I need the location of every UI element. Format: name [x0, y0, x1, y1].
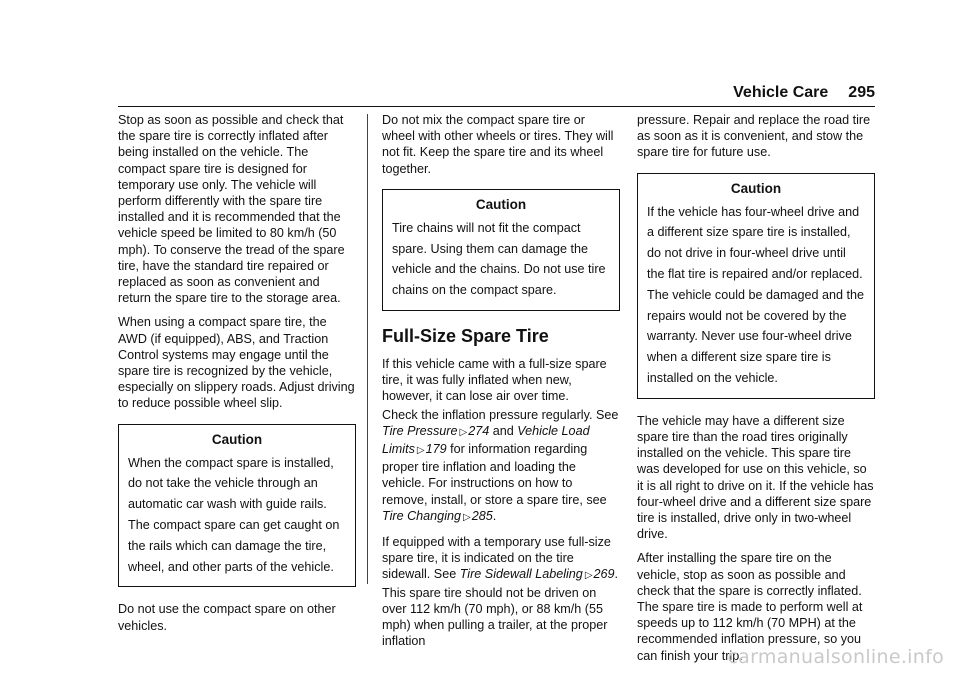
paragraph — [382, 534, 620, 649]
page-reference-arrow-icon: ▷ — [584, 570, 593, 582]
page-header — [680, 84, 875, 102]
paragraph: After installing the spare tire on the vehicle, stop as soon as possible and check that the spare is correctly inflated. The spare tire is made to perform well at speeds up to 112 km/h (70 MPH) at the recommended inflation pressure, so you can finish your trip. — [637, 551, 863, 663]
ref-page: 179 — [425, 442, 447, 457]
paragraph: When using a compact spare tire, the AWD (if equipped), ABS, and Traction Control systems may engage until the spare tire is recognized by the vehicle, especially on slippery roads. Adjust driving to reduce possible wheel slip. — [118, 315, 355, 411]
text-run: . — [492, 508, 497, 523]
ref-title: Vehicle Load Limits — [382, 423, 590, 457]
paragraph: The vehicle may have a different size spare tire than the road tires originally installed on the vehicle. This spare tire was developed for use on this vehicle, so it is all right to drive on it. If the vehicle has four-wheel drive and a different size spare tire is installed, drive only in two-wheel drive. — [637, 413, 874, 542]
caution-text: Tire chains will not fit the compact spare. Using them can damage the vehicle and the chains. Do not use tire chains on the compact spare. — [392, 220, 606, 298]
ref-page: 274 — [468, 423, 490, 438]
text-run: If equipped with a temporary use full-size spare tire, it is indicated on the tire sidewall. See — [382, 535, 611, 582]
ref-title: Tire Pressure — [382, 423, 458, 438]
paragraph: pressure. Repair and replace the road tire as soon as it is convenient, and stow the spare tire for future use. — [637, 113, 871, 160]
ref-page: 269 — [593, 567, 615, 582]
watermark: carmanualsonline.info — [727, 646, 944, 668]
text-run: for information regarding proper tire inflation and loading the vehicle. For instructions on how to remove, install, or store a spare tire, see — [382, 442, 607, 507]
caution-box — [118, 424, 356, 588]
paragraph: Do not use the compact spare on other vehicles. — [118, 602, 336, 633]
column-1 — [118, 112, 356, 642]
cross-reference-link[interactable] — [460, 567, 615, 581]
page-number: 295 — [848, 84, 875, 101]
paragraph: If this vehicle came with a full-size spare tire, it was fully inflated when new, however, it can lose air over time. — [382, 357, 607, 404]
cross-reference-link[interactable] — [382, 509, 493, 523]
ref-title: Tire Changing — [382, 508, 461, 523]
paragraph — [382, 407, 620, 526]
page-reference-arrow-icon: ▷ — [463, 511, 471, 523]
header-rule — [118, 106, 875, 107]
caution-title: Caution — [730, 180, 782, 196]
page-reference-arrow-icon: ▷ — [416, 445, 425, 457]
page-reference-arrow-icon: ▷ — [459, 426, 468, 438]
column-divider — [367, 114, 368, 584]
caution-title: Caution — [211, 431, 263, 447]
cross-reference-link[interactable] — [382, 424, 489, 438]
ref-page: 285 — [471, 508, 493, 523]
caution-box — [637, 173, 875, 399]
ref-title: Tire Sidewall Labeling — [459, 567, 583, 582]
column-2 — [382, 112, 620, 657]
column-3 — [637, 112, 875, 672]
caution-box — [382, 189, 620, 311]
paragraph: Do not mix the compact spare tire or wheel with other wheels or tires. They will not fit. Keep the spare tire and its wheel together. — [382, 113, 614, 176]
paragraph: Stop as soon as possible and check that the spare tire is correctly inflated after being installed on the vehicle. The compact spare tire is designed for temporary use only. The vehicle will perform differently with the spare tire installed and it is recommended that the vehicle speed be limited to 80 km/h (50 mph). To conserve the tread of the spare tire, have the standard tire repaired or replaced as soon as convenient and return the spare tire to the storage area. — [118, 113, 345, 306]
caution-text: When the compact spare is installed, do not take the vehicle through an automatic car wash with guide rails. The compact spare can get caught on the rails which can damage the tire, wheel, and other parts of the vehicle. — [128, 455, 340, 574]
text-run: Check the inflation pressure regularly. See — [382, 407, 619, 422]
caution-title: Caution — [475, 196, 527, 212]
section-heading: Full-Size Spare Tire — [382, 326, 549, 346]
text-run: . This spare tire should not be driven on over 112 km/h (70 mph), or 88 km/h (55 mph) when pulling a trailer, at the proper inflation — [382, 567, 619, 649]
caution-text: If the vehicle has four-wheel drive and a different size spare tire is installed, do not drive in four-wheel drive until the flat tire is repaired and/or replaced. The vehicle could be damaged and the repairs would not be covered by the warranty. Never use four-wheel drive when a different size spare tire is installed on the vehicle. — [647, 204, 865, 385]
text-run: and — [492, 423, 514, 438]
section-title: Vehicle Care — [733, 84, 829, 101]
